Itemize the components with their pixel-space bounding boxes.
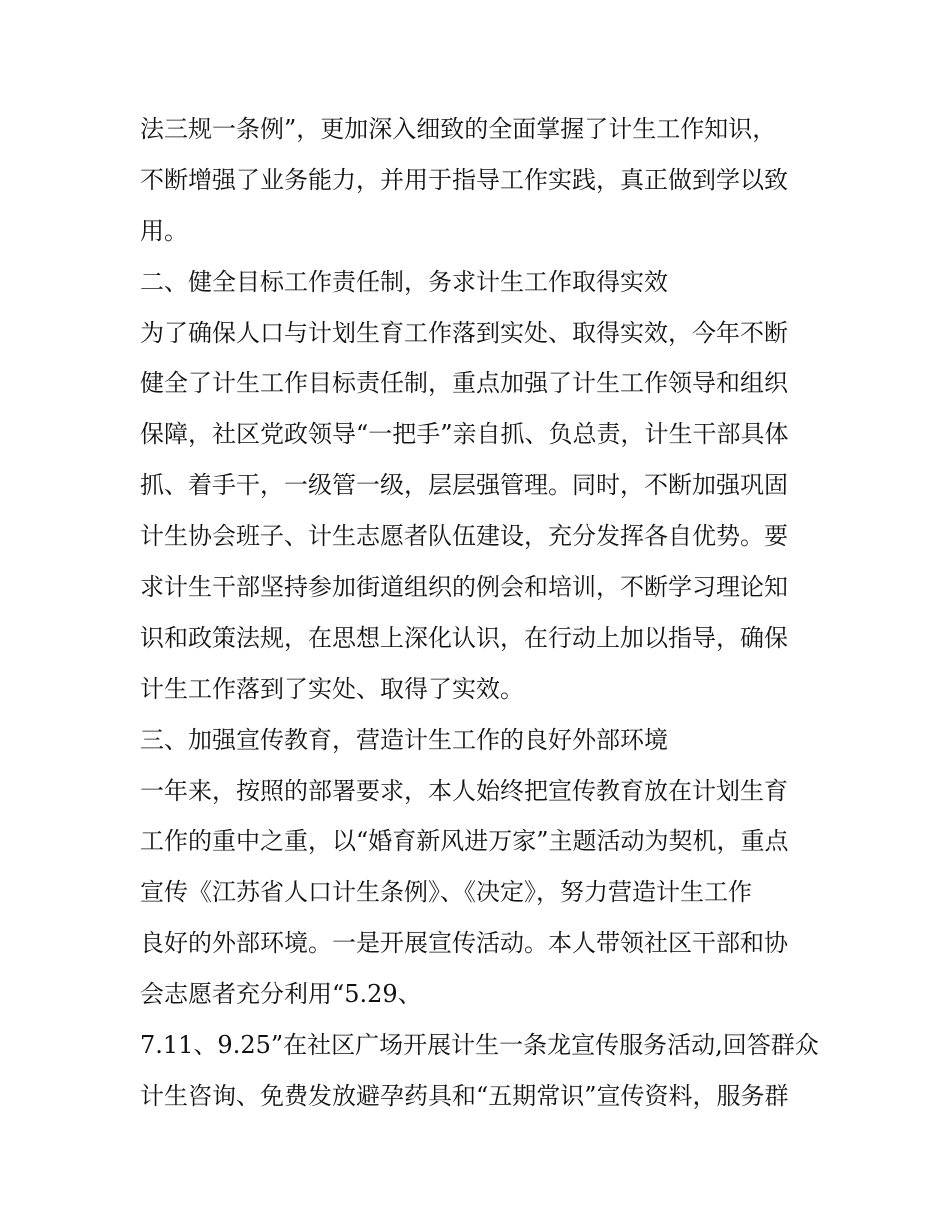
text-line: 求计生干部坚持参加街道组织的例会和培训，不断学习理论知 bbox=[140, 573, 788, 602]
section-heading: 三、加强宣传教育，营造计生工作的良好外部环境 bbox=[140, 725, 668, 754]
text-line: 计生咨询、免费发放避孕药具和“五期常识”宣传资料，服务群 bbox=[140, 1081, 789, 1110]
text-line: 用。 bbox=[140, 216, 188, 245]
text-line: 计生工作落到了实处、取得了实效。 bbox=[140, 674, 524, 703]
text-line: 保障，社区党政领导“一把手”亲自抓、负总责，计生干部具体 bbox=[140, 420, 789, 449]
text-line: 抓、着手干，一级管一级，层层强管理。同时，不断加强巩固 bbox=[140, 471, 788, 500]
body-text bbox=[140, 104, 820, 1122]
text-line: 良好的外部环境。一是开展宣传活动。本人带领社区干部和协 bbox=[140, 929, 788, 958]
text-line: 健全了计生工作目标责任制，重点加强了计生工作领导和组织 bbox=[140, 369, 788, 398]
text-line: 计生协会班子、计生志愿者队伍建设，充分发挥各自优势。要 bbox=[140, 522, 788, 551]
text-line: 法三规一条例”，更加深入细致的全面掌握了计生工作知识， bbox=[140, 115, 777, 143]
section-heading: 二、健全目标工作责任制，务求计生工作取得实效 bbox=[140, 267, 668, 296]
text-line: 为了确保人口与计划生育工作落到实处、取得实效，今年不断 bbox=[140, 318, 788, 347]
text-line: 不断增强了业务能力，并用于指导工作实践，真正做到学以致 bbox=[140, 165, 788, 194]
text-line: 工作的重中之重，以“婚育新风进万家”主题活动为契机，重点 bbox=[140, 827, 789, 856]
text-line: 宣传《江苏省人口计生条例》、《决定》，努力营造计生工作 bbox=[140, 878, 752, 907]
text-line: 识和政策法规，在思想上深化认识，在行动上加以指导，确保 bbox=[140, 623, 788, 652]
text-line: 一年来，按照的部署要求，本人始终把宣传教育放在计划生育 bbox=[140, 776, 788, 805]
text-line: 会志愿者充分利用“5.29、 bbox=[140, 980, 422, 1009]
text-line: 7.11、9.25”在社区广场开展计生一条龙宣传服务活动,回答群众 bbox=[140, 1031, 819, 1060]
